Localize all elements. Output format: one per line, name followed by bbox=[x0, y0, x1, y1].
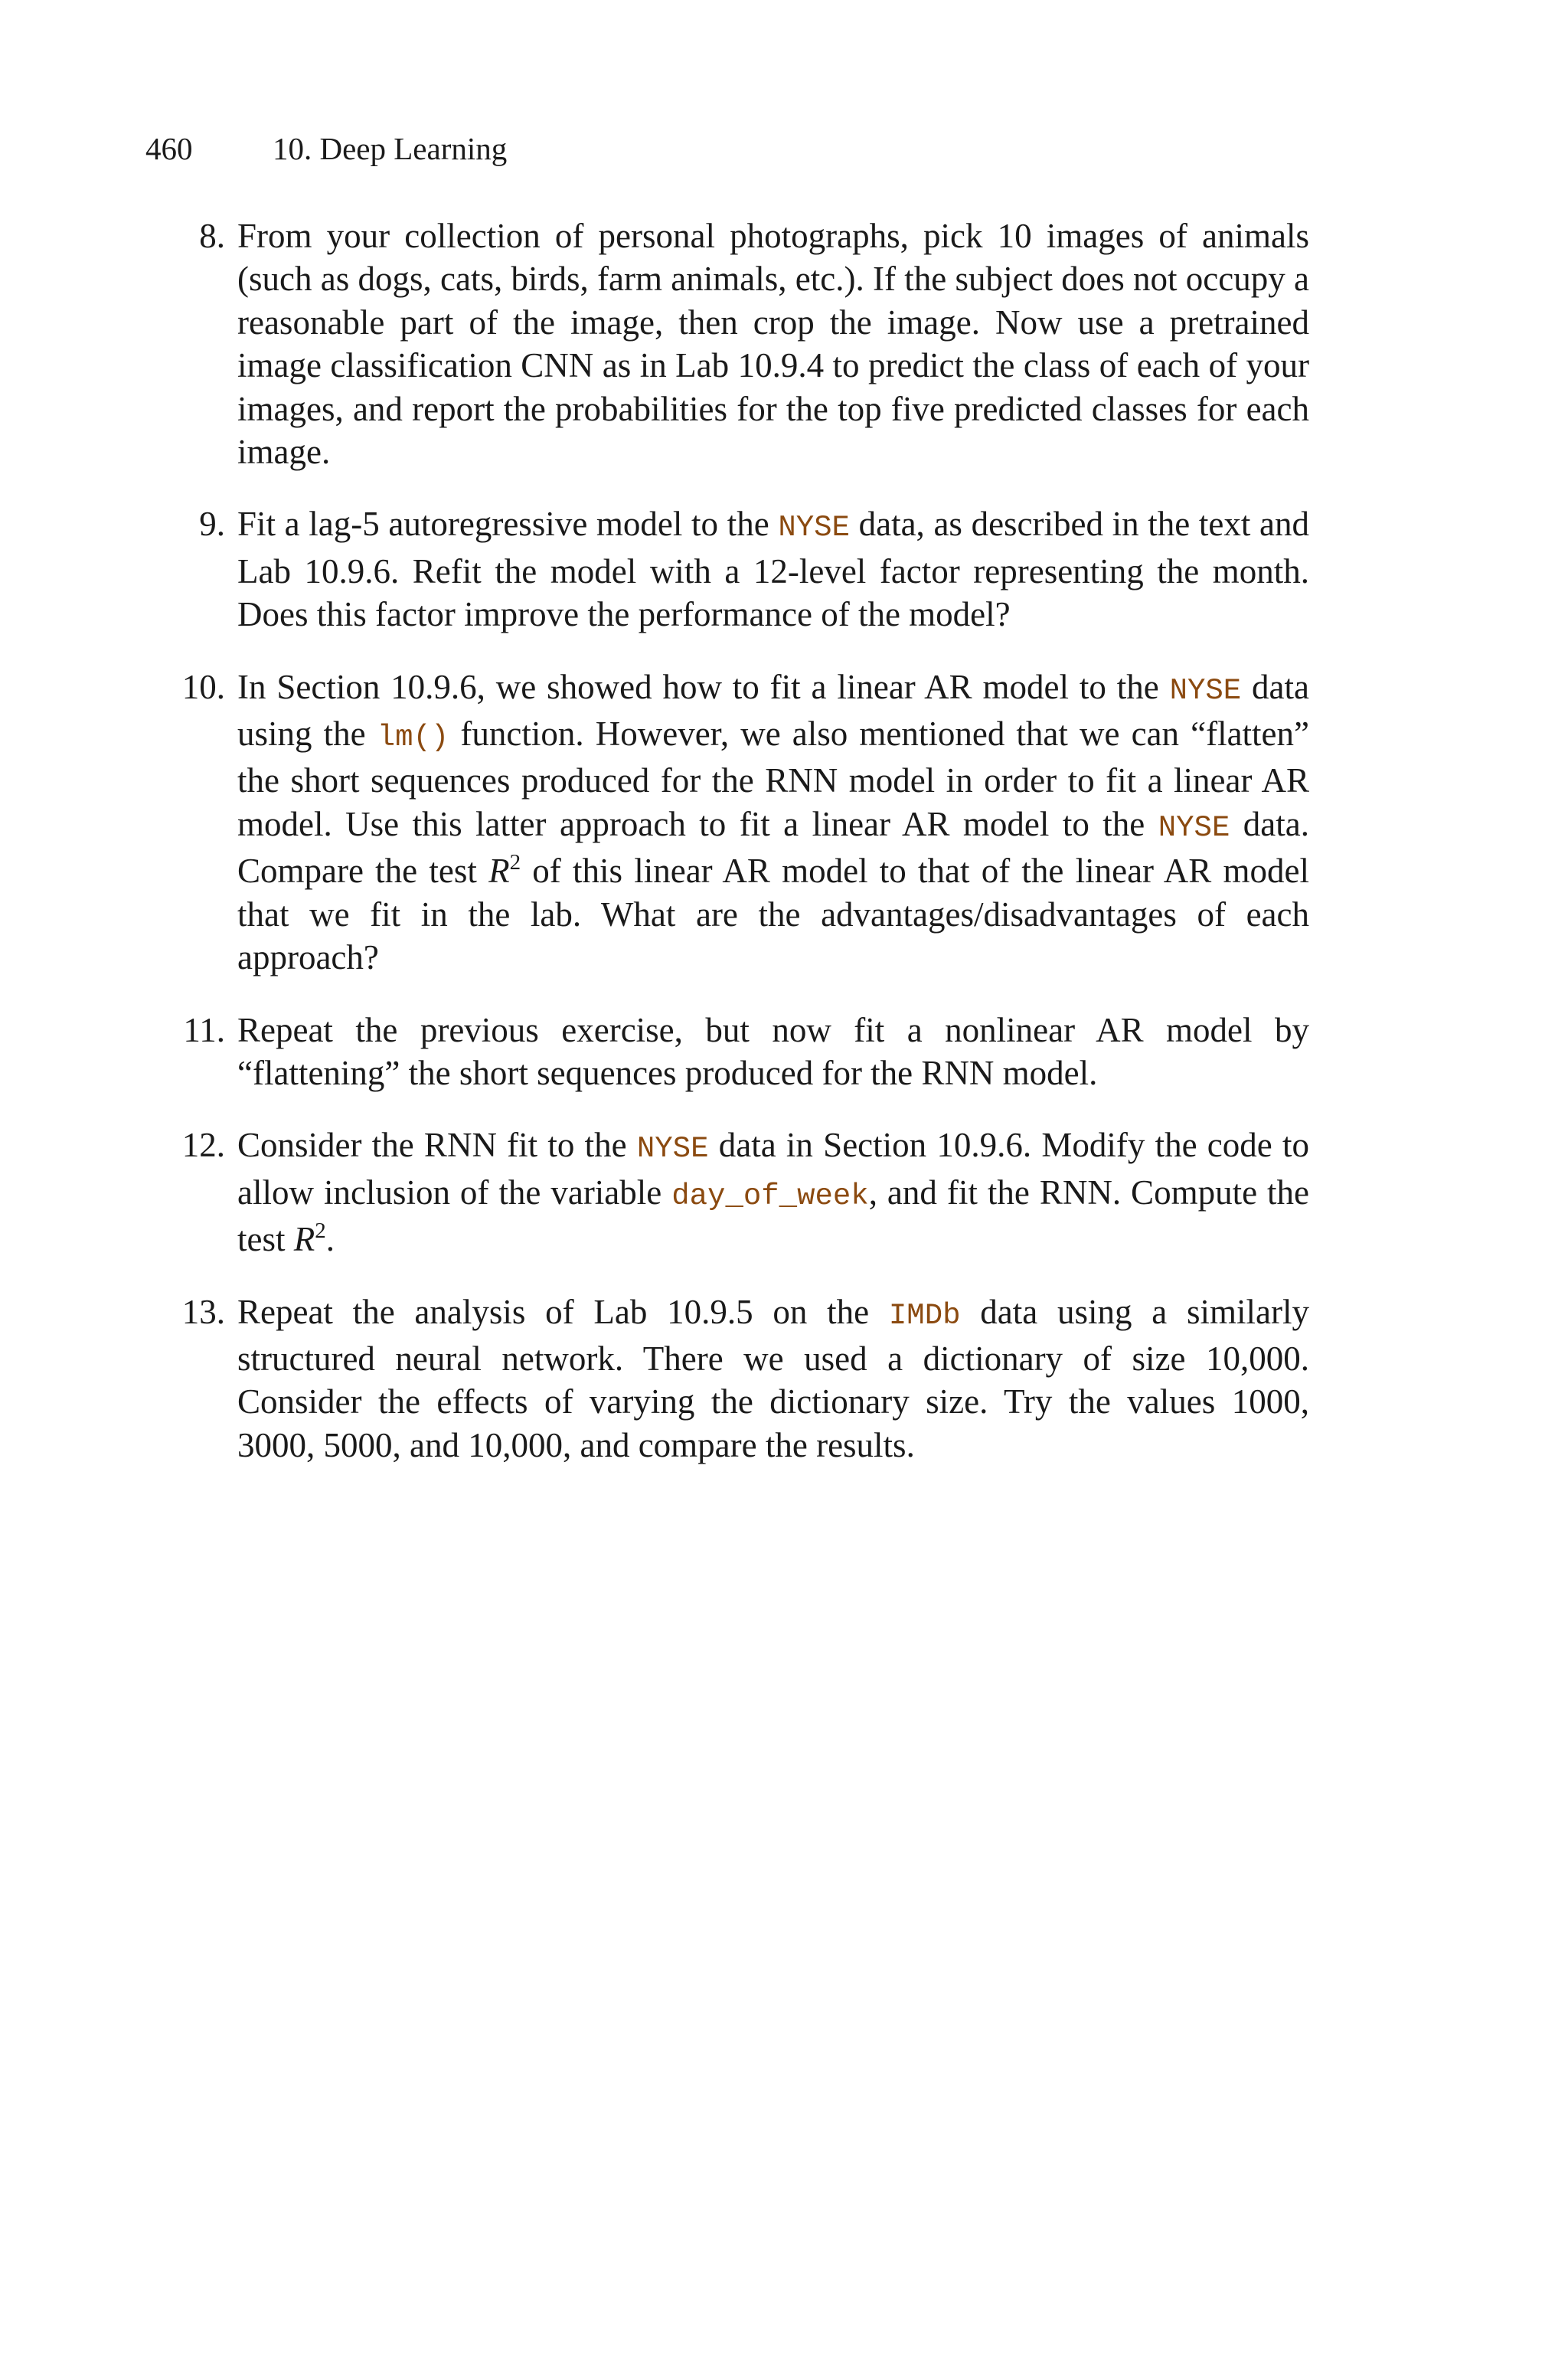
exercise-text: . bbox=[325, 1220, 335, 1259]
math-exponent: 2 bbox=[315, 1218, 326, 1244]
math-variable: R bbox=[488, 852, 510, 891]
exercise-text: function. However, we also mentioned that we can “flatten” the short sequences produced for the RNN model in order to fit a linear AR model. Use this latter approach to fit a linear AR model to the bbox=[237, 715, 1310, 843]
exercise-text: Consider the RNN fit to the bbox=[237, 1126, 637, 1165]
exercise-number: 13. bbox=[181, 1292, 225, 1331]
chapter-title: 10. Deep Learning bbox=[273, 131, 508, 166]
exercise-12 bbox=[170, 1124, 1309, 1261]
exercise-text: data, as described in the text and Lab 10.9.6. Refit the model with a 12-level factor representing the month. Does this factor improve the performance of the model? bbox=[237, 505, 1309, 634]
exercise-text: data using a similarly structured neural network. There we used a dictionary of size 10,000. Consider the effects of varying the dictionary size. Try the values 1000, 3000, 5000, and 10,000, and compare the results. bbox=[237, 1292, 1309, 1464]
exercise-10 bbox=[170, 666, 1309, 980]
exercise-8 bbox=[170, 214, 1309, 473]
exercise-text: In Section 10.9.6, we showed how to fit a linear AR model to the bbox=[237, 667, 1170, 706]
exercise-11 bbox=[170, 1009, 1309, 1095]
code-lm-function: lm() bbox=[377, 721, 449, 755]
math-exponent: 2 bbox=[509, 850, 521, 875]
exercise-number: 10. bbox=[181, 667, 225, 706]
exercise-text: data in Section 10.9.6. Modify the code to allow inclusion of the variable bbox=[237, 1126, 1309, 1212]
exercise-text: From your collection of personal photographs, pick 10 images of animals (such as dogs, cats, birds, farm animals, etc.). If the subject does not occupy a reasonable part of the image, then crop the image. Now use a pretrained image classification CNN as in Lab 10.9.4 to predict the class of each of your images, and report the probabilities for the top five predicted classes for each image. bbox=[237, 217, 1309, 472]
exercise-9 bbox=[170, 502, 1309, 636]
exercise-text: , and fit the RNN. Compute the test bbox=[237, 1173, 1310, 1259]
code-imdb: IMDb bbox=[888, 1298, 961, 1333]
math-r-squared bbox=[294, 1220, 326, 1258]
exercise-text: data using the bbox=[237, 667, 1309, 754]
exercise-text: Repeat the previous exercise, but now fit a nonlinear AR model by “flattening” the short sequences produced for the RNN model. bbox=[237, 1010, 1309, 1092]
exercise-text: Repeat the analysis of Lab 10.9.5 on the bbox=[237, 1292, 889, 1331]
exercise-list bbox=[170, 214, 1309, 1496]
exercise-number: 8. bbox=[199, 217, 225, 255]
exercise-number: 11. bbox=[183, 1010, 225, 1049]
code-day-of-week: day_of_week bbox=[671, 1179, 869, 1213]
code-nyse: NYSE bbox=[778, 511, 850, 545]
exercise-number: 9. bbox=[199, 505, 225, 544]
exercise-number: 12. bbox=[181, 1126, 225, 1165]
exercise-text: Fit a lag-5 autoregressive model to the bbox=[237, 505, 779, 544]
exercise-13 bbox=[170, 1290, 1309, 1467]
page-number: 460 bbox=[145, 131, 193, 166]
exercise-text: data. Compare the test bbox=[237, 804, 1310, 891]
running-head bbox=[145, 127, 507, 170]
code-nyse: NYSE bbox=[1158, 810, 1230, 845]
math-r-squared bbox=[488, 852, 521, 890]
code-nyse: NYSE bbox=[1169, 673, 1242, 708]
code-nyse: NYSE bbox=[636, 1132, 709, 1166]
math-variable: R bbox=[293, 1220, 315, 1259]
exercise-text: of this linear AR model to that of the linear AR model that we fit in the lab. What are the advantages/disadvantages of each approach? bbox=[237, 852, 1309, 977]
